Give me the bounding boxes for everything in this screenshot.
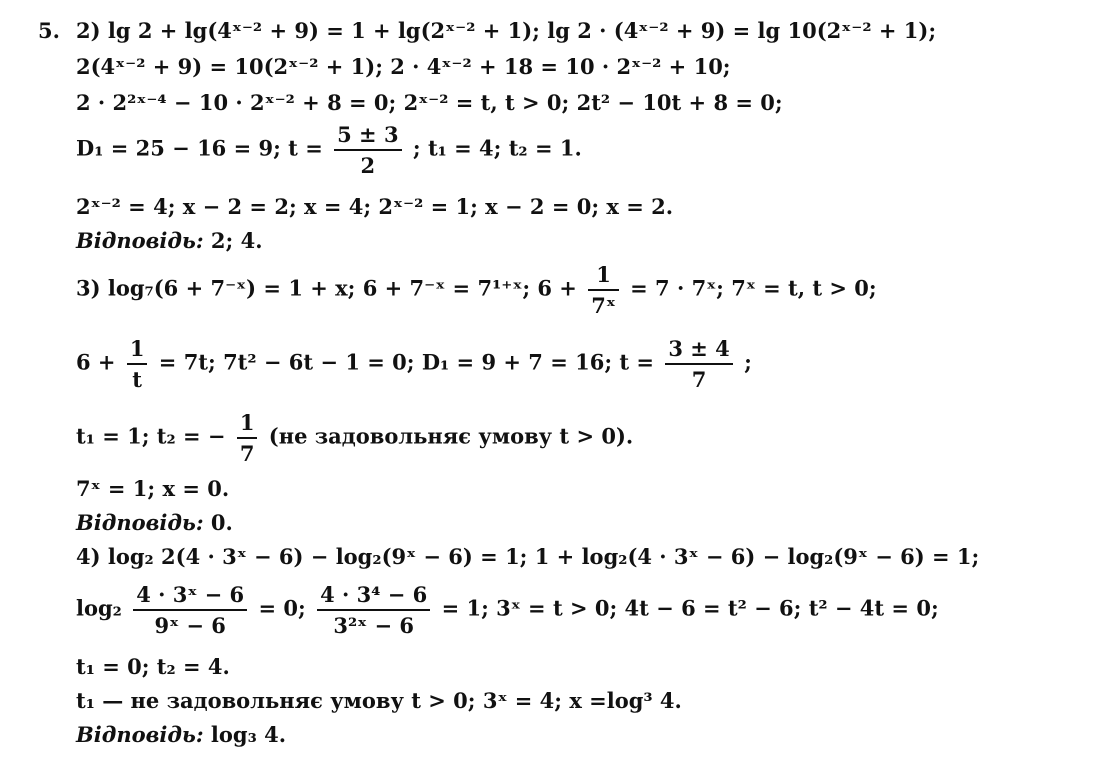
fraction-numerator: 5 ± 3 [334,122,401,151]
root-fraction [665,336,732,392]
fraction-numerator: 1 [588,262,619,291]
one-over-t-fraction [127,336,148,392]
fraction-numerator: 3 ± 4 [665,336,732,365]
answer-line-3 [76,722,286,747]
equation-line-12: t₁ = 0; t₂ = 4. [76,654,230,679]
equation-line-5: 2ˣ⁻² = 4; x − 2 = 2; x = 4; 2ˣ⁻² = 1; x − 2 = 0; x = 2. [76,194,674,219]
roots-text: t₁ = 1; t₂ = − [76,423,226,449]
substitution-text: = 7 · 7ˣ; 7ˣ = t, t > 0; [630,275,877,301]
equation-line-13: t₁ — не задовольняє умову t > 0; 3ˣ = 4; x =log³ 4. [76,688,682,713]
equation-line-7 [76,336,752,392]
quadratic-text: = 7t; 7t² − 6t − 1 = 0; D₁ = 9 + 7 = 16; t = [158,349,655,375]
answer-line-1 [76,228,263,253]
fraction-numerator: 1 [237,410,258,439]
negative-root-fraction [237,410,258,466]
equation-line-3: 2 · 2²ˣ⁻⁴ − 10 · 2ˣ⁻² + 8 = 0; 2ˣ⁻² = t, t > 0; 2t² − 10t + 8 = 0; [76,90,783,115]
root-fraction [334,122,401,178]
equation-line-8 [76,410,633,466]
answer-line-2 [76,510,233,535]
equation-line-2: 2(4ˣ⁻² + 9) = 10(2ˣ⁻² + 1); 2 · 4ˣ⁻² + 18 = 10 · 2ˣ⁻² + 10; [76,54,731,79]
equation-line-10: 4) log₂ 2(4 · 3ˣ − 6) − log₂(9ˣ − 6) = 1; 1 + log₂(4 · 3ˣ − 6) − log₂(9ˣ − 6) = 1; [76,544,980,569]
answer-label: Відповідь: [76,722,204,747]
fraction-numerator: 4 · 3⁴ − 6 [317,582,430,611]
semicolon-text: ; [744,349,752,375]
six-plus-text: 6 + [76,349,116,375]
fraction-denominator: 7 [239,441,255,466]
log-equation-text: 3) log₇(6 + 7⁻ˣ) = 1 + x; 6 + 7⁻ˣ = 7¹⁺ˣ; 6 + [76,275,577,301]
equation-line-4 [76,122,582,178]
one-over-seven-x-fraction [588,262,619,318]
equation-line-1: 2) lg 2 + lg(4ˣ⁻² + 9) = 1 + lg(2ˣ⁻² + 1); lg 2 · (4ˣ⁻² + 9) = lg 10(2ˣ⁻² + 1); [76,18,937,43]
answer-value: 0. [210,510,233,535]
fraction-denominator: 2 [360,153,376,178]
equation-line-6 [76,262,877,318]
answer-label: Відповідь: [76,228,204,253]
equation-line-9: 7ˣ = 1; x = 0. [76,476,230,501]
ratio-fraction [317,582,430,638]
fraction-denominator: t [132,367,142,392]
fraction-denominator: 7 [691,367,707,392]
equation-line-11 [76,582,939,638]
fraction-denominator: 9ˣ − 6 [154,613,226,638]
fraction-numerator: 1 [127,336,148,365]
condition-note: (не задовольняє умову t > 0). [268,423,634,449]
substitution-text: = 1; 3ˣ = t > 0; 4t − 6 = t² − 6; t² − 4t = 0; [441,595,939,621]
answer-value: log₃ 4. [210,722,287,747]
answer-value: 2; 4. [210,228,263,253]
log-argument-fraction [133,582,247,638]
equals-zero-text: = 0; [258,595,314,621]
fraction-denominator: 7ˣ [591,293,616,318]
fraction-denominator: 3²ˣ − 6 [333,613,414,638]
answer-label: Відповідь: [76,510,204,535]
discriminant-text: D₁ = 25 − 16 = 9; t = [76,135,323,161]
problem-number: 5. [38,18,60,43]
fraction-numerator: 4 · 3ˣ − 6 [133,582,247,611]
roots-text: ; t₁ = 4; t₂ = 1. [412,135,582,161]
log-base-text: log₂ [76,595,122,621]
